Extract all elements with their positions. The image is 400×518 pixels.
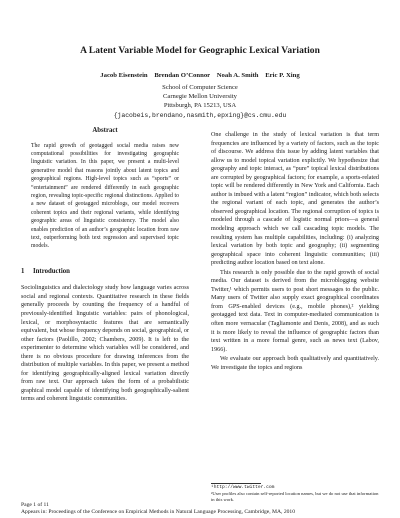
section-heading-introduction	[21, 268, 189, 277]
page-number: Page 1 of 11	[21, 502, 49, 508]
body-paragraph: One challenge in the study of lexical variation is that term frequencies are influenced by a variety of factors, such as the topic of discourse. We address this issue by adding latent variables that allow us to model topical variation explicitly. We hypothesize that geography and topic interact, as “pure” topical lexical distributions are corrupted by geographical factors; for example, a sports-related topic will be rendered differently in New York and California. Each author is imbued with a latent “region” indicator, which both selects the regional variant of each topic, and generates the author’s observed geographical location. The regional corruption of topics is modeled through a cascade of logistic normal priors—a general modeling approach which we call cascading topic models. The resulting system has multiple capabilities, including: (i) analyzing lexical variation by both topic and geography; (ii) segmenting geographical space into coherent linguistic communities; (iii) predicting author location based on text alone.	[211, 132, 379, 267]
abstract-text: The rapid growth of geotagged social media raises new computational possibilities for investigating geographic linguistic variation. In this paper, we present a multi-level generative model that reasons jointly about latent topics and geographical regions. High-level topics such as “sports” or “entertainment” are rendered differently in each geographic region, revealing topic-specific regional distinctions. Applied to a new dataset of geotagged microblogs, our model recovers coherent topics and their regional variants, while identifying geographic areas of linguistic consistency. The model also enables prediction of an author’s geographic location from raw text, outperforming both text regression and supervised topic models.	[31, 142, 179, 250]
footnote-1: ¹http://www.twitter.com	[211, 485, 275, 490]
right-column	[211, 131, 379, 372]
section-number: 1	[21, 267, 25, 275]
footnotes	[211, 485, 379, 503]
left-column	[21, 127, 189, 404]
introduction-paragraph: Sociolinguistics and dialectology study how language varies across social and regional contexts. Quantitative research in these fields generally proceeds by counting the frequency of a handful of previously-identified linguistic variables: pairs of phonological, lexical, or morphosyntactic features that are semantically equivalent, but whose frequency depends on social, geographical, or other factors (Paolillo, 2002; Chambers, 2009). It is left to the experimenter to determine which variables will be considered, and there is no obvious procedure for drawing inferences from the distribution of multiple variables. In this paper, we present a method for identifying geographically-aligned lexical variation directly from raw text. Our approach takes the form of a probabilistic graphical model capable of identifying both geographically-salient terms and coherent linguistic communities.	[21, 285, 189, 403]
footnote-2: ²User profiles also contain self-reported location names, but we do not use that information in this work.	[211, 491, 379, 502]
affiliation-block	[20, 83, 380, 120]
body-paragraph: This research is only possible due to the rapid growth of social media. Our dataset is derived from the microblogging website Twitter,¹ which permits users to post short messages to the public. Many users of Twitter also supply exact geographical coordinates from GPS-enabled devices (e.g., mobile phones),² yielding geotagged text data. Text in computer-mediated communication is often more vernacular (Tagliamonte and Denis, 2008), and as such it is more likely to reveal the influence of geographic factors than text written in a more formal genre, such as news text (Labov, 1966).	[211, 269, 379, 353]
author-list: Jacob Eisenstein Brendan O’Connor Noah A. Smith Eric P. Xing	[100, 72, 300, 79]
abstract-heading: Abstract	[92, 127, 118, 134]
paper-title: A Latent Variable Model for Geographic Lexical Variation	[80, 46, 320, 56]
affiliation-city: Pittsburgh, PA 15213, USA	[163, 102, 237, 110]
footnote-divider	[211, 483, 261, 484]
affiliation-school: School of Computer Science	[162, 84, 238, 91]
body-paragraph: We evaluate our approach both qualitatively and quantitatively. We investigate the topics and regions	[211, 356, 379, 371]
section-title: Introduction	[33, 267, 70, 275]
author-emails: {jacobeis,brendano,nasmith,epxing}@cs.cmu.edu	[113, 111, 287, 119]
publication-venue: Appears in: Proceedings of the Conference on Empirical Methods in Natural Language Processing, Cambridge, MA, 2010	[21, 509, 296, 515]
affiliation-university: Carnegie Mellon University	[163, 93, 237, 101]
